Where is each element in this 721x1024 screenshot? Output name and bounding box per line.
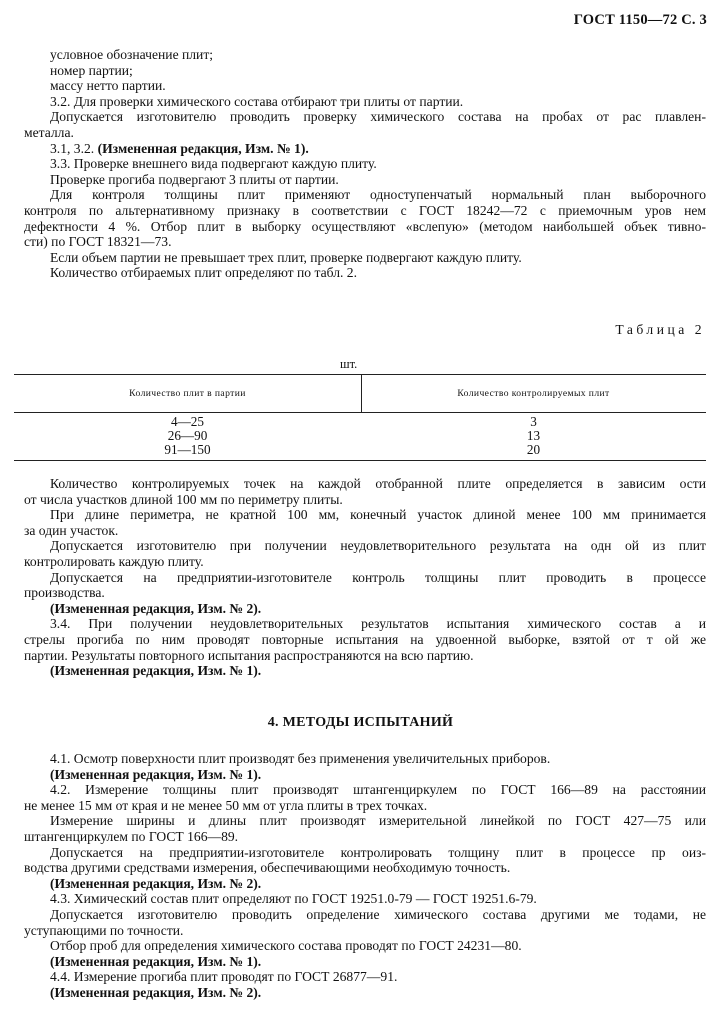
amendment-note: (Измененная редакция, Изм. № 1). — [50, 663, 262, 679]
line: за один участок. — [24, 522, 119, 538]
line: Отбор проб для определения химического состава проводят по ГОСТ 24231—80. — [50, 938, 522, 954]
line: партии. Результаты повторного испытания распространяются на всю партию. — [24, 647, 474, 663]
table-title: Таблица 2 — [615, 322, 705, 337]
table-top-rule — [14, 374, 706, 375]
line: Допускается изготовителю при получении неудовлетворительного результата на одн ой из плит — [50, 538, 706, 554]
line: стрелы прогиба по ним проводят повторные испытания на удвоенной выборке, взятой от т ой же — [24, 631, 706, 647]
text-block-2 — [24, 476, 706, 679]
line: Если объем партии не превышает трех плит, проверке подвергают каждую плиту. — [50, 249, 522, 265]
amendment-note: (Измененная редакция, Изм. № 2). — [50, 984, 262, 1000]
text-block-1 — [24, 47, 706, 281]
line: 3.2. Для проверки химического состава отбирают три плиты от партии. — [50, 93, 464, 109]
line: водства другими средствами измерения, обеспечивающими необходимую точность. — [24, 860, 511, 876]
line: Допускается изготовителю проводить определение химического состава другими ме тодами, не — [50, 906, 706, 922]
line: производства. — [24, 585, 105, 601]
line: контроля по альтернативному признаку в соответствии с ГОСТ 18242—72 с приемочным уров нем — [24, 202, 706, 218]
line: 4.1. Осмотр поверхности плит производят без применения увеличительных приборов. — [50, 751, 551, 766]
table-header-cell: Количество контролируемых плит — [457, 388, 610, 399]
line: дефектности 4 %. Отбор плит в выборку осуществляют «вслепую» (методом наибольшей объек тивно- — [24, 218, 706, 234]
line: не менее 15 мм от края и не менее 50 мм от угла плиты в трех точках. — [24, 797, 428, 813]
line: Для контроля толщины плит применяют одноступенчатый нормальный план выборочного — [50, 187, 706, 203]
text-block-3 — [24, 751, 706, 1001]
line: 4.3. Химический состав плит определяют по ГОСТ 19251.0-79 — ГОСТ 19251.6-79. — [50, 891, 537, 907]
line: штангенциркулем по ГОСТ 166—89. — [24, 828, 239, 844]
line: При длине периметра, не кратной 100 мм, конечный участок длиной менее 100 мм принимается — [50, 507, 706, 523]
amendment-note: (Измененная редакция, Изм. № 2). — [50, 875, 262, 891]
amendment-note — [50, 141, 706, 157]
line: номер партии; — [50, 62, 133, 78]
line: Проверке прогиба подвергают 3 плиты от партии. — [50, 171, 339, 187]
line-prefix: 3.1, 3.2. — [50, 140, 98, 156]
line: 3.3. Проверке внешнего вида подвергают каждую плиту. — [50, 156, 377, 172]
line: Допускается на предприятии-изготовителе контроль толщины плит проводить в процессе — [50, 569, 706, 585]
line: массу нетто партии. — [50, 78, 166, 94]
line: от числа участков длиной 100 мм по периметру плиты. — [24, 491, 343, 507]
line: контролировать каждую плиту. — [24, 553, 204, 569]
table-bottom-rule — [14, 460, 706, 461]
line: 4.2. Измерение толщины плит производят штангенциркулем по ГОСТ 166—89 на расстоянии — [50, 782, 706, 798]
bold-note: (Измененная редакция, Изм. № 1). — [97, 140, 309, 156]
table-unit: шт. — [340, 357, 358, 371]
line: условное обозначение плит; — [50, 47, 214, 62]
line: Допускается изготовителю проводить проверку химического состава на пробах от рас плавлен- — [50, 109, 706, 125]
line: 3.4. При получении неудовлетворительных результатов испытания химического состав а и — [50, 616, 706, 632]
table-header-rule — [14, 412, 706, 413]
line: Измерение ширины и длины плит производят измерительной линейкой по ГОСТ 427—75 или — [50, 813, 706, 829]
line: Допускается на предприятии-изготовителе контролировать толщину плит в процессе пр оиз- — [50, 844, 706, 860]
table-cell: 26—90 — [167, 428, 208, 443]
amendment-note: (Измененная редакция, Изм. № 1). — [50, 953, 262, 969]
line: металла. — [24, 124, 74, 140]
line: сти) по ГОСТ 18321—73. — [24, 234, 172, 250]
table-cell: 13 — [526, 428, 541, 443]
line: Количество отбираемых плит определяют по табл. 2. — [50, 265, 357, 281]
table-cell: 20 — [526, 442, 541, 457]
section-heading: 4. МЕТОДЫ ИСПЫТАНИЙ — [267, 715, 454, 730]
table-header-cell: Количество плит в партии — [129, 388, 246, 399]
page-header: ГОСТ 1150—72 С. 3 — [573, 12, 707, 28]
table-cell: 4—25 — [171, 414, 204, 429]
table-cell: 3 — [530, 414, 537, 429]
line: уступающими по точности. — [24, 922, 184, 938]
line: Количество контролируемых точек на каждой отобранной плите определяется в зависим ости — [50, 476, 706, 491]
table-cell: 91—150 — [164, 442, 211, 457]
line: 4.4. Измерение прогиба плит проводят по ГОСТ 26877—91. — [50, 969, 398, 985]
amendment-note: (Измененная редакция, Изм. № 2). — [50, 600, 262, 616]
amendment-note: (Измененная редакция, Изм. № 1). — [50, 766, 262, 782]
